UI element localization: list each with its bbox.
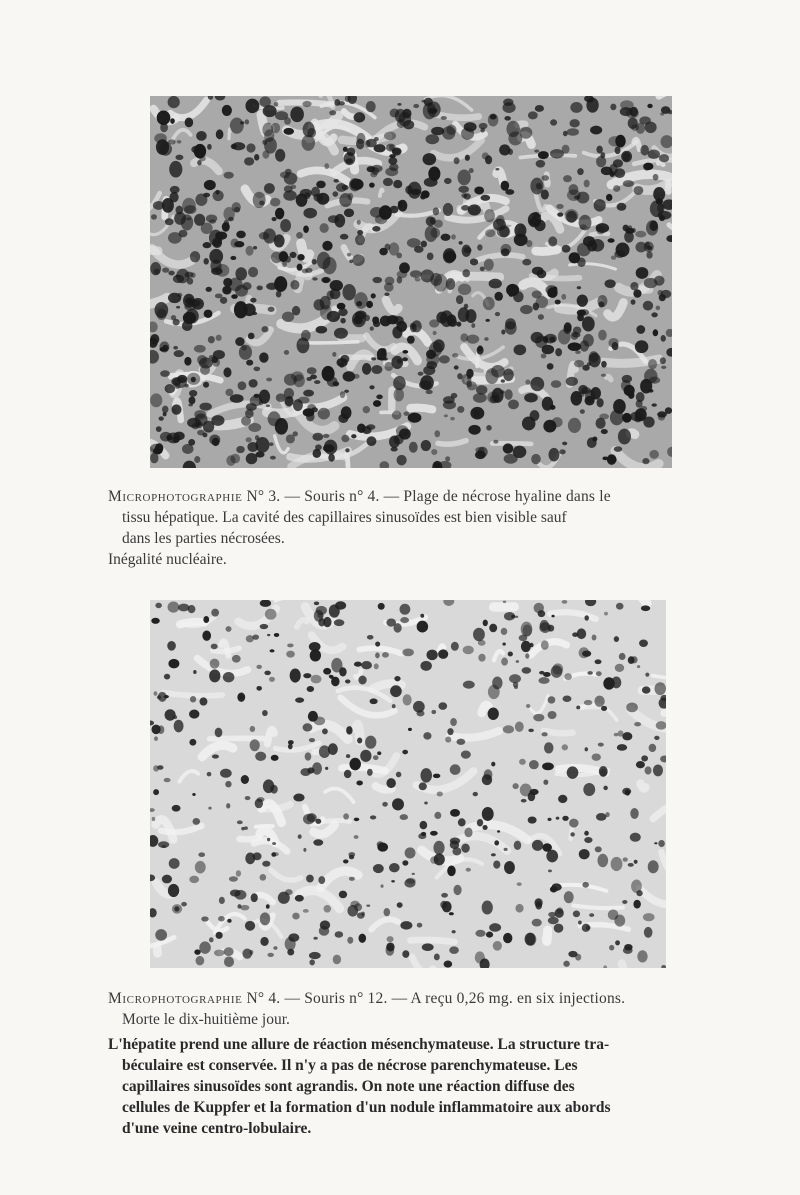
caption-4-note-line-5: d'une veine centro-lobulaire. [122,1120,312,1137]
caption-4-note-line-2: béculaire est conservée. Il n'y a pas de nécrose parenchymateuse. Les [122,1057,578,1074]
caption-4-note-line-1: L'hépatite prend une allure de réaction mésenchymateuse. La structure tra- [108,1036,610,1053]
caption-3-label: Microphotographie [108,488,243,505]
caption-3-note: Inégalité nucléaire. [108,551,227,568]
microphotograph-4-image [150,600,666,968]
microphotograph-3 [150,96,672,468]
caption-3-line-1: tissu hépatique. La cavité des capillaires sinusoïdes est bien visible sauf [122,509,567,526]
caption-4-header [108,988,710,1009]
caption-4-title: N° 4. — Souris n° 12. — A reçu 0,26 mg. en six injections. [246,990,626,1007]
figure-4-caption [108,988,710,1139]
caption-3-header [108,486,710,507]
microphotograph-3-image [150,96,672,468]
caption-3-title: N° 3. — Souris n° 4. — Plage de nécrose hyaline dans le [246,488,611,505]
caption-4-line-1: Morte le dix-huitième jour. [122,1011,290,1028]
caption-4-note-line-4: cellules de Kuppfer et la formation d'un nodule inflammatoire aux abords [122,1099,611,1116]
caption-3-line-2: dans les parties nécrosées. [122,530,285,547]
caption-4-note-line-3: capillaires sinusoïdes sont agrandis. On note une réaction diffuse des [122,1078,575,1095]
caption-4-label: Microphotographie [108,990,243,1007]
figure-3-caption [108,486,710,570]
microphotograph-4 [150,600,666,968]
